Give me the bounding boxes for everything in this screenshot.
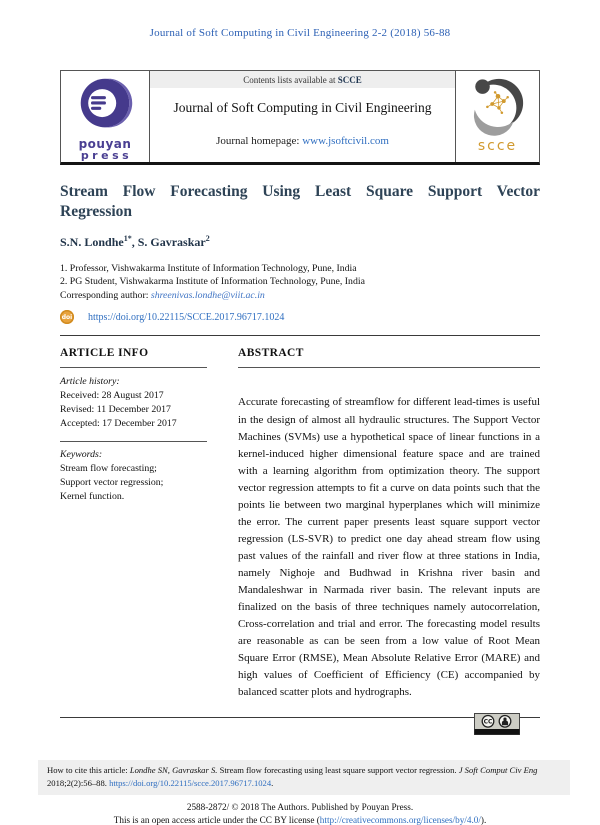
article-title: Stream Flow Forecasting Using Least Square Support Vector Regression (60, 183, 540, 221)
divider-bottom (60, 717, 540, 718)
doi-link[interactable]: https://doi.org/10.22115/SCCE.2017.96717.1024 (88, 311, 285, 323)
keywords-label: Keywords: (60, 449, 103, 461)
keyword-3: Kernel function. (60, 490, 125, 502)
scce-logo-icon (469, 75, 527, 138)
author-2: S. Gavraskar (137, 234, 206, 249)
publisher-logo-text (78, 138, 132, 161)
cite-end: . (271, 778, 274, 789)
revised-date: Revised: 11 December 2017 (60, 404, 171, 416)
banner-center (150, 71, 455, 162)
cite-authors: Londhe SN, Gavraskar S. (129, 765, 218, 776)
journal-logo-text: scce (477, 138, 518, 154)
affiliations-block (60, 262, 540, 303)
homepage-link[interactable]: www.jsoftcivil.com (302, 135, 389, 147)
keywords-rule (60, 441, 207, 442)
pouyan-press-logo-icon (77, 76, 133, 137)
article-info-rule (60, 367, 207, 368)
journal-banner (60, 70, 540, 165)
keywords-block (60, 448, 207, 504)
cite-prefix: How to cite this article: (47, 765, 130, 776)
journal-title: Journal of Soft Computing in Civil Engineering (173, 100, 432, 115)
corresponding-author-line (60, 289, 540, 303)
article-info-heading: ARTICLE INFO (60, 347, 149, 360)
abstract-heading: ABSTRACT (238, 347, 304, 360)
journal-logo-cell (455, 71, 539, 162)
journal-homepage-line (150, 135, 455, 147)
cite-journal: J Soft Comput Civ Eng (458, 765, 538, 776)
author-2-superscript: 2 (205, 233, 210, 243)
keyword-2: Support vector regression; (60, 476, 164, 488)
doi-row (60, 310, 540, 324)
author-separator: , (131, 234, 138, 249)
license-line (0, 815, 600, 825)
issn-copyright-line: 2588-2872/ © 2018 The Authors. Published by Pouyan Press. (186, 802, 414, 813)
article-history-block (60, 375, 207, 431)
scce-link[interactable]: SCCE (337, 75, 362, 85)
affiliation-1: 1. Professor, Vishwakarma Institute of Information Technology, Pune, India (60, 262, 357, 274)
article-info-column (60, 347, 207, 701)
author-1-superscript: 1* (123, 233, 132, 243)
info-columns (60, 336, 540, 701)
corresponding-email-link[interactable]: shreenivas.londhe@viit.ac.in (150, 289, 265, 301)
doi-icon: doi (60, 310, 74, 324)
publisher-logo-line1: pouyan (78, 137, 132, 151)
journal-reference: Journal of Soft Computing in Civil Engineering 2-2 (2018) 56-88 (149, 27, 451, 39)
cite-doi-link[interactable]: https://doi.org/10.22115/scce.2017.96717.1024 (109, 778, 272, 789)
abstract-column (238, 347, 540, 701)
contents-lists-line (150, 71, 455, 88)
accepted-date: Accepted: 17 December 2017 (60, 418, 177, 430)
affiliation-2: 2. PG Student, Vishwakarma Institute of Information Technology, Pune, India (60, 276, 365, 288)
article-history-label: Article history: (60, 376, 120, 388)
cite-volume: 2018;2(2):56–88. (47, 778, 110, 789)
abstract-rule (238, 367, 540, 368)
citation-box (38, 760, 570, 795)
homepage-label: Journal homepage: (216, 135, 303, 147)
abstract-text: Accurate forecasting of streamflow for different lead-times is useful in the design of almost all hydraulic structures. The Support Vector Machines (SVMs) use a hypothetical space of linear functions in a kernel-induced higher dimensional feature space and are trained with a learning algorithm from optimization theory. The support vector regression attempts to fit a curve on data points such that the points lie between two marginal hyperplanes which will minimize the error. The current paper presents least square support vector regression (LS-SVR) to predict one day ahead stream flow using past values of the rainfall and river flow at three stations in India, namely Nighoje and Budhwad in Krishna river basin and Mandaleshwar in Narmada river basin. The relevant inputs are finalized on the basis of three techniques namely autocorrelation, Cross-correlation and trial and error. The forecasting model results are reasonable as can be seen from a low value of Root Mean Square Error (RMSE), Mean Absolute Relative Error (MARE) and high values of Coefficient of Efficiency (CE) accompanied by balanced scatter plots and hydrographs. (238, 396, 540, 699)
publisher-logo-cell (61, 71, 150, 162)
author-1: S.N. Londhe (60, 234, 124, 249)
received-date: Received: 28 August 2017 (60, 390, 164, 402)
cite-title: Stream flow forecasting using least square support vector regression. (217, 765, 459, 776)
cc-by-badge-icon[interactable] (474, 713, 520, 740)
license-prefix: This is an open access article under the CC BY license ( (113, 815, 320, 825)
keyword-1: Stream flow forecasting; (60, 462, 157, 474)
publisher-logo-line2: press (80, 149, 133, 162)
corresponding-label: Corresponding author: (60, 289, 151, 301)
cc-letters: CC (483, 718, 493, 726)
contents-lists-prefix: Contents lists available at (243, 75, 338, 85)
authors-line (60, 234, 540, 250)
license-suffix: ). (480, 815, 487, 825)
license-link[interactable]: http://creativecommons.org/licenses/by/4.0/ (319, 815, 481, 825)
